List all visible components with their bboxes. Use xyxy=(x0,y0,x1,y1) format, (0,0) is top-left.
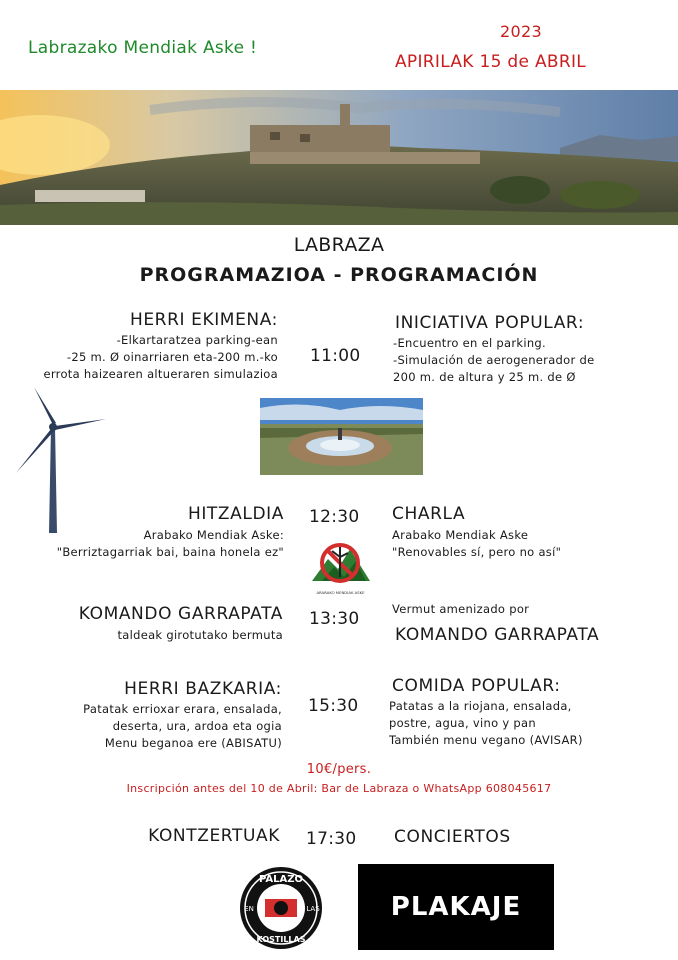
event-1-left-body xyxy=(0,332,278,383)
event-1-right-line: 200 m. de altura y 25 m. de Ø xyxy=(393,370,576,384)
event-1-right-line: -Simulación de aerogenerador de xyxy=(393,353,595,367)
event-2-right-line: Arabako Mendiak Aske xyxy=(392,528,529,542)
event-2-right-title: CHARLA xyxy=(392,504,466,524)
event-2-right-line: "Renovables sí, pero no así" xyxy=(392,545,562,559)
event-5-time: 17:30 xyxy=(306,829,357,849)
palazo-bottom-text: KOSTILLAS xyxy=(256,935,306,944)
plakaje-logo-text: PLAKAJE xyxy=(390,892,522,922)
event-1-left-title: HERRI EKIMENA: xyxy=(129,310,278,330)
year: 2023 xyxy=(500,22,542,41)
event-2-left-line: "Berriztagarriak bai, baina honela ez" xyxy=(56,545,284,559)
event-4-right-line: postre, agua, vino y pan xyxy=(389,716,536,730)
event-1-left-line: -25 m. Ø oinarriaren eta-200 m.-ko xyxy=(66,350,278,364)
price: 10€/pers. xyxy=(306,762,372,777)
event-4-left-line: Patatak errioxar erara, ensalada, xyxy=(83,702,282,716)
event-4-right-body xyxy=(389,698,583,749)
event-date: APIRILAK 15 de ABRIL xyxy=(395,52,587,72)
inscription-note: Inscripción antes del 10 de Abril: Bar de Labraza o WhatsApp 608045617 xyxy=(126,782,552,795)
event-1-right-body xyxy=(393,335,594,386)
ama-logo-caption: ARABAKO MENDIAK ASKE xyxy=(316,590,365,595)
event-1-left-line: -Elkartaratzea parking-ean xyxy=(116,333,278,347)
palazo-en-las-kostillas-logo xyxy=(238,865,324,951)
event-3-left-title: KOMANDO GARRAPATA xyxy=(78,604,283,624)
event-4-right-title: COMIDA POPULAR: xyxy=(392,676,561,696)
event-2-time: 12:30 xyxy=(309,507,360,527)
arabako-mendiak-aske-logo xyxy=(308,537,373,599)
event-3-right-pre: Vermut amenizado por xyxy=(392,602,530,616)
event-5-left-title: KONTZERTUAK xyxy=(148,826,280,846)
event-4-left-body xyxy=(0,701,282,752)
palazo-left-text: EN xyxy=(244,905,254,913)
slogan: Labrazako Mendiak Aske ! xyxy=(28,38,258,58)
palazo-right-text: LAS xyxy=(306,905,320,913)
event-1-left-line: errota haizearen altueraren simulazioa xyxy=(43,367,278,381)
event-1-right-line: -Encuentro en el parking. xyxy=(393,336,546,350)
event-2-right-body xyxy=(392,527,561,561)
event-4-right-line: Patatas a la riojana, ensalada, xyxy=(389,699,572,713)
plakaje-logo xyxy=(358,864,554,950)
labraza-photo xyxy=(0,90,678,225)
event-3-right-title: KOMANDO GARRAPATA xyxy=(395,625,600,645)
event-3-left-line: taldeak girotutako bermuta xyxy=(117,628,283,642)
event-3-time: 13:30 xyxy=(309,609,360,629)
event-1-right-title: INICIATIVA POPULAR: xyxy=(395,313,585,333)
event-2-left-line: Arabako Mendiak Aske: xyxy=(143,528,284,542)
simulation-aerial-photo xyxy=(260,398,423,475)
event-2-left-title: HITZALDIA xyxy=(187,504,284,524)
palazo-top-text: PALAZO xyxy=(258,874,304,885)
event-4-left-line: Menu beganoa ere (ABISATU) xyxy=(104,736,282,750)
event-4-left-title: HERRI BAZKARIA: xyxy=(124,679,282,699)
event-2-left-body xyxy=(0,527,284,561)
event-5-right-title: CONCIERTOS xyxy=(394,827,511,847)
event-4-time: 15:30 xyxy=(308,696,359,716)
town-title: LABRAZA xyxy=(293,234,385,256)
event-4-left-line: deserta, ura, ardoa eta ogia xyxy=(112,719,282,733)
event-4-right-line: También menu vegano (AVISAR) xyxy=(389,733,583,747)
program-title: PROGRAMAZIOA - PROGRAMACIÓN xyxy=(139,264,539,286)
event-1-time: 11:00 xyxy=(310,346,361,366)
